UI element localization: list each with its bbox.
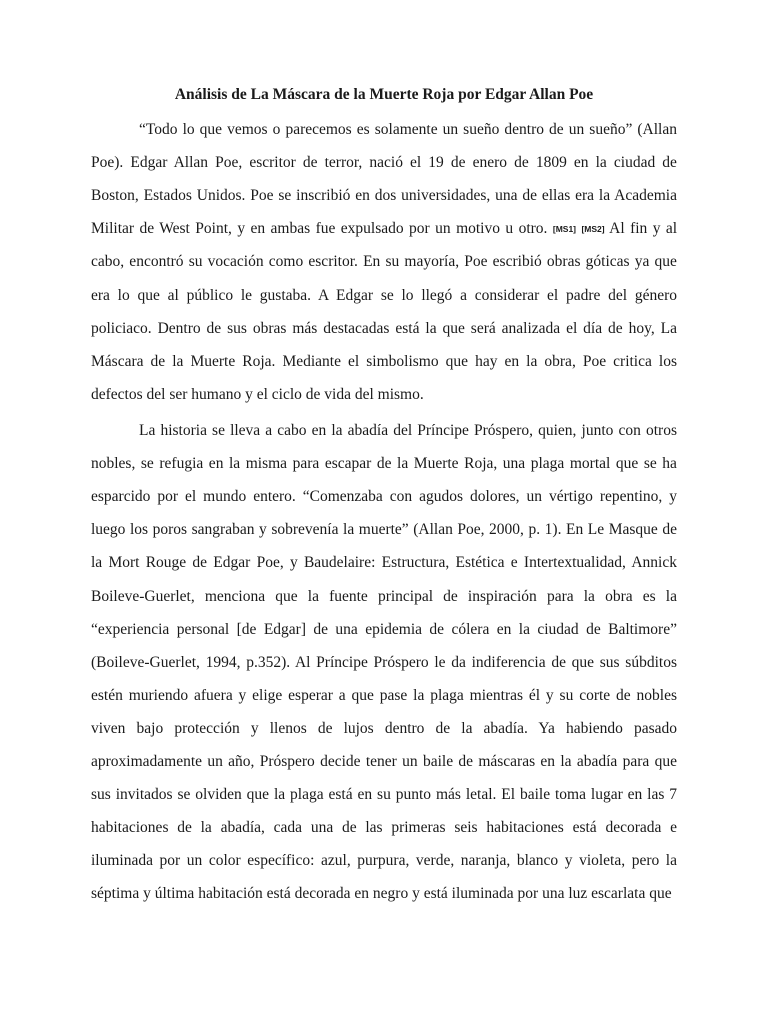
text-line: [91, 351, 677, 373]
text-line: [91, 318, 677, 340]
text-line: [91, 185, 677, 207]
text-line: [139, 420, 677, 442]
text-line: [91, 784, 677, 806]
text-segment: cabo, encontró su vocación como escritor. En su mayoría, Poe escribió obras góticas ya que: [91, 253, 677, 270]
text-line: [91, 453, 677, 475]
text-segment: “Todo lo que vemos o parecemos es solamente un sueño dentro de un sueño” (Allan: [139, 121, 677, 138]
text-line: [91, 486, 677, 508]
comment-marker: [MS1]: [552, 224, 576, 234]
text-line: [91, 552, 677, 574]
text-line: [91, 384, 424, 406]
text-line: [91, 652, 677, 674]
text-segment: Militar de West Point, y en ambas fue expulsado por un motivo u otro.: [91, 220, 553, 237]
text-line: [91, 218, 677, 240]
text-line: [91, 251, 677, 273]
text-line: [91, 883, 672, 905]
text-segment: Boston, Estados Unidos. Poe se inscribió en dos universidades, una de ellas era la Academia: [91, 187, 677, 204]
text-line: [91, 285, 677, 307]
text-line: [91, 152, 677, 174]
text-line: [139, 119, 677, 141]
text-segment: aproximadamente un año, Próspero decide tener un baile de máscaras en la abadía para que: [91, 753, 677, 770]
text-segment: defectos del ser humano y el ciclo de vida del mismo.: [91, 386, 424, 403]
text-line: [91, 751, 677, 773]
text-segment: estén muriendo afuera y elige esperar a que pase la plaga mientras él y su corte de nobles: [91, 687, 678, 704]
text-line: [91, 519, 677, 541]
text-line: [91, 685, 677, 707]
text-segment: policiaco. Dentro de sus obras más destacadas está la que será analizada el día de hoy, La: [91, 320, 677, 337]
page-title: Análisis de La Máscara de la Muerte Roja por Edgar Allan Poe: [174, 86, 594, 103]
text-segment: “experiencia personal [de Edgar] de una epidemia de cólera en la ciudad de Baltimore”: [91, 621, 677, 638]
text-segment: iluminada por un color específico: azul, purpura, verde, naranja, blanco y violeta, pero la: [91, 852, 677, 869]
text-segment: Boileve-Guerlet, menciona que la fuente principal de inspiración para la obra es la: [91, 588, 677, 605]
text-segment: esparcido por el mundo entero. “Comenzaba con agudos dolores, un vértigo repentino, y: [91, 488, 677, 505]
text-segment: séptima y última habitación está decorada en negro y está iluminada por una luz escarlata que: [91, 885, 672, 902]
text-segment: sus invitados se olviden que la plaga está en su punto más letal. El baile toma lugar en las 7: [91, 786, 678, 803]
text-line: [91, 619, 677, 641]
text-segment: era lo que al público le gustaba. A Edgar se lo llegó a considerar el padre del género: [91, 287, 678, 304]
text-segment: la Mort Rouge de Edgar Poe, y Baudelaire: Estructura, Estética e Intertextualidad, Annick: [91, 554, 677, 571]
text-segment: viven bajo protección y llenos de lujos dentro de la abadía. Ya habiendo pasado: [91, 720, 677, 737]
text-segment: La historia se lleva a cabo en la abadía del Príncipe Próspero, quien, junto con otros: [139, 422, 677, 439]
text-segment: Máscara de la Muerte Roja. Mediante el simbolismo que hay en la obra, Poe critica los: [91, 353, 678, 370]
text-segment: nobles, se refugia en la misma para escapar de la Muerte Roja, una plaga mortal que se ha: [91, 455, 677, 472]
text-segment: Poe). Edgar Allan Poe, escritor de terror, nació el 19 de enero de 1809 en la ciudad de: [91, 154, 677, 171]
text-segment: Al fin y al: [604, 220, 678, 237]
text-line: [91, 586, 677, 608]
text-segment: (Boileve-Guerlet, 1994, p.352). Al Príncipe Próspero le da indiferencia de que sus súbditos: [91, 654, 677, 671]
text-line: [91, 850, 677, 872]
text-segment: luego los poros sangraban y sobrevenía la muerte” (Allan Poe, 2000, p. 1). En Le Masque de: [91, 521, 677, 538]
text-line: [91, 718, 677, 740]
text-segment: habitaciones de la abadía, cada una de las primeras seis habitaciones está decorada e: [91, 819, 678, 836]
text-line: [91, 817, 677, 839]
comment-marker: [MS2]: [581, 224, 605, 234]
